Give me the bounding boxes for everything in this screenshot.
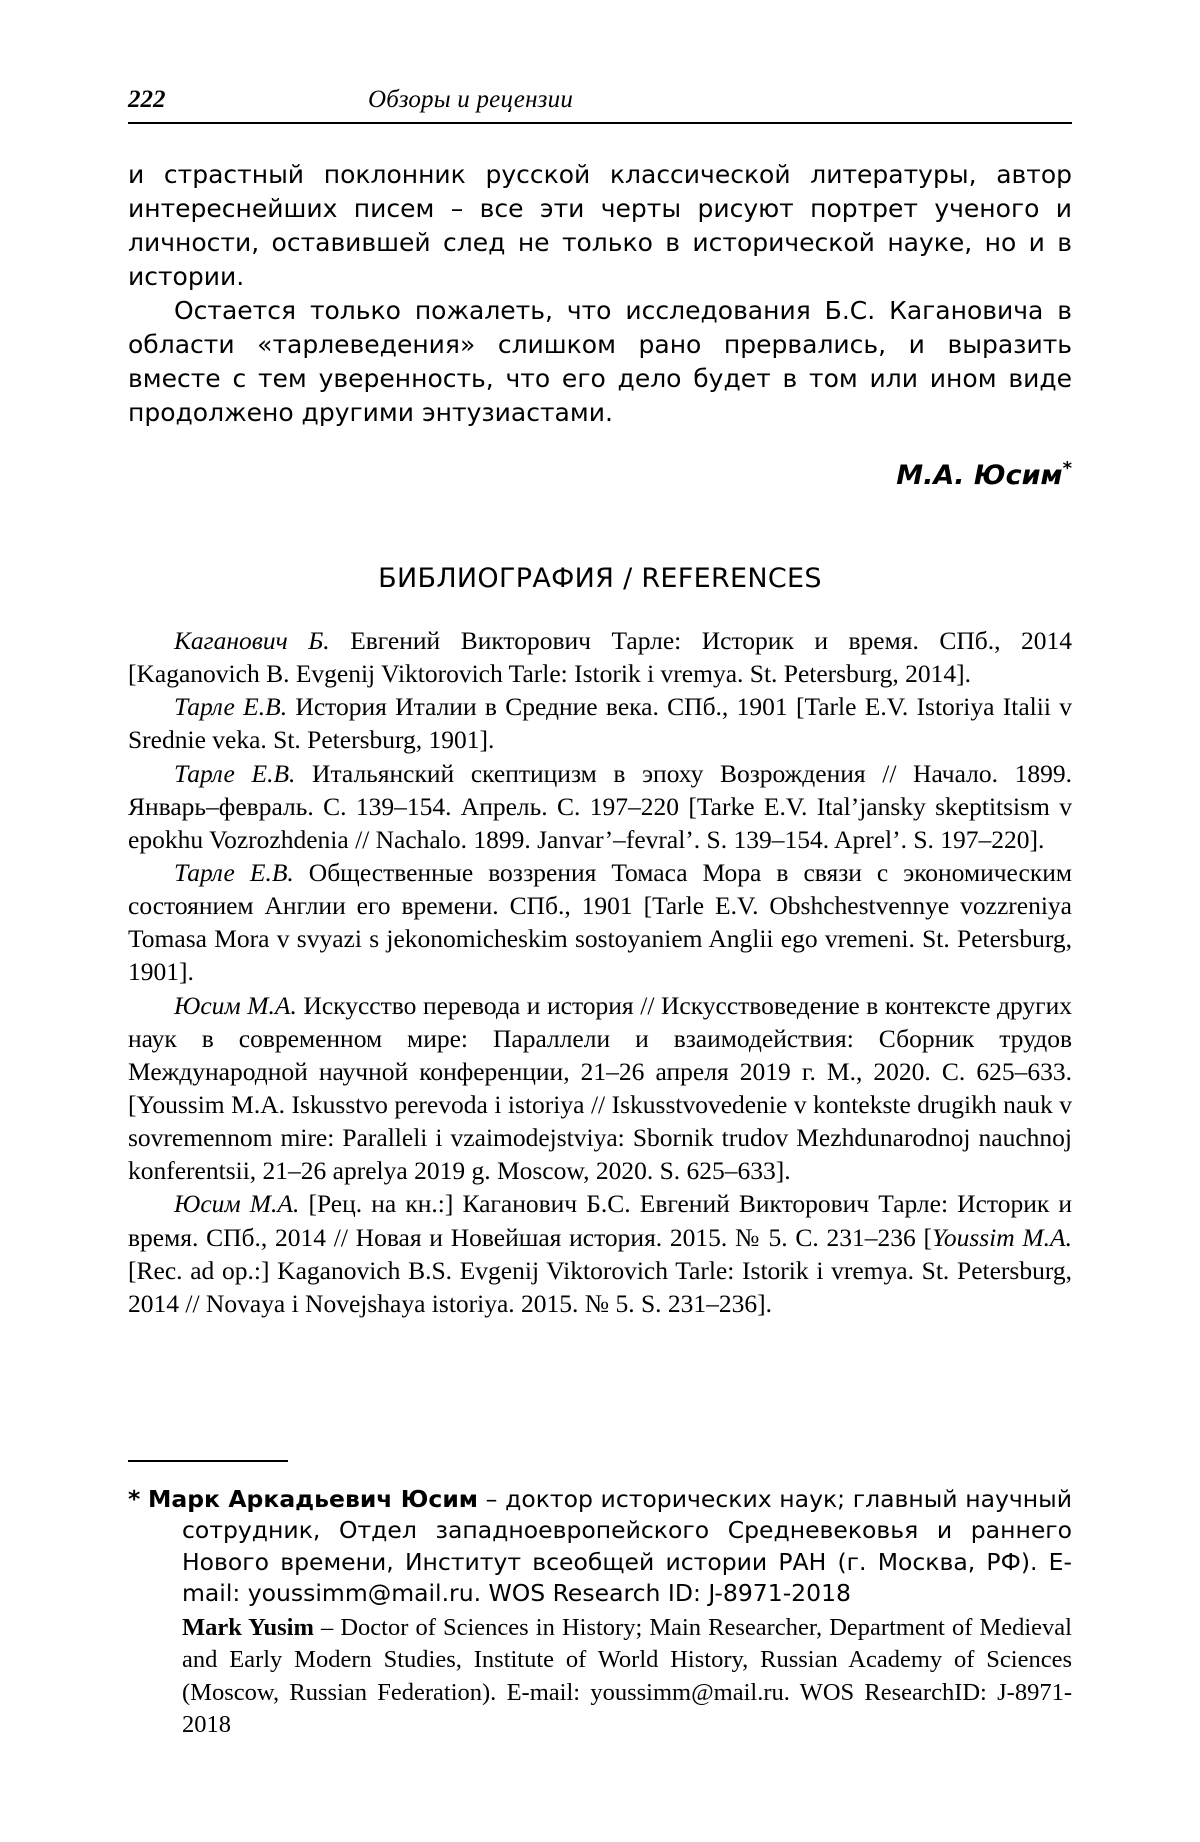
reference-author: Каганович Б. [174,626,330,655]
reference-item [128,856,1072,989]
running-head-title: Обзоры и рецензии [368,86,574,113]
footnote-reference-marker: * [1062,458,1072,479]
reference-author: Юсим М.А. [174,1189,300,1219]
author-signature [128,458,1072,491]
footnote-english [128,1612,1072,1741]
body-paragraph-1: и страстный поклонник русской классической литературы, автор интереснейших писем – все эти черты рисуют портрет ученого и личности, оставившей след не только в исторической науке, но и в истории. [128,160,1072,291]
footnote-text-en: – Doctor of Sciences in History; Main Researcher, Department of Medieval and Early Modern Studies, Institute of World History, Russian Academy of Sciences (Moscow, Russian Federation). E-mail: youssimm@mail.ru. WOS ResearchID: J-8971-2018 [182,1613,1072,1738]
reference-text: Евгений Викторович Тарле: Историк и время. СПб., 2014 [Kaganovich B. Evgenij Viktorovich Tarle: Istorik i vremya. St. Petersburg, 2014]. [128,626,1072,689]
reference-text: Итальянский скептицизм в эпоху Возрождения // Начало. 1899. Январь–февраль. С. 139–154. Апрель. С. 197–220 [Tarke E.V. Ital’jansky skeptitsism v epokhu Vozrozhdenia // Nachalo. 1899. Janvar’–fevral’. S. 139–154. Aprel’. S. 197–220]. [128,758,1072,854]
reference-author-transliterated: Youssim M.A. [931,1222,1072,1252]
bibliography-heading: БИБЛИОГРАФИЯ / REFERENCES [378,563,822,594]
reference-text: Искусство перевода и история // Искусствоведение в контексте других наук в современном мире: Параллели и взаимодействия: Сборник трудов Международной научной конференции, 21–26 апреля 2019 г. М., 2020. С. 625–633. [Youssim M.A. Iskusstvo perevoda i istoriya // Iskusstvovedenie v kontekste drugikh nauk v sovremennom mire: Paralleli i vzaimodejstviya: Sbornik trudov Mezhdunarodnoj nauchnoj konferentsii, 21–26 aprelya 2019 g. Moscow, 2020. S. 625–633]. [128,990,1073,1186]
footnote-russian [128,1484,1072,1610]
page-number: 222 [128,86,166,113]
footnote-text-ru: – доктор исторических наук; главный научный сотрудник, Отдел западноевропейского Средневековья и раннего Нового времени, Институт всеобщей истории РАН (г. Москва, РФ). E-mail: youssimm@mail.ru. WOS Research ID: J-8971-2018 [182,1485,1072,1608]
reference-text: [Рец. на кн.:] Каганович Б.С. Евгений Викторович Тарле: Историк и время. СПб., 2014 // Новая и Новейшая история. 2015. № 5. С. 231–236 [ [128,1189,1072,1252]
footnote-marker: * [128,1485,141,1513]
reference-item [128,624,1072,690]
reference-text-transliterated: [Rec. ad op.:] Kaganovich B.S. Evgenij Viktorovich Tarle: Istorik i vremya. St. Petersburg, 2014 // Novaya i Novejshaya istoriya. 2015. № 5. S. 231–236]. [128,1255,1072,1318]
reference-text: Общественные воззрения Томаса Мора в связи с экономическим состоянием Англии его времени. СПб., 1901 [Tarle E.V. Obshchestvennye vozzreniya Tomasa Mora v svyazi s jekonomicheskim sostoyaniem Anglii ego vremeni. St. Petersburg, 1901]. [128,857,1072,987]
author-signature-name: М.А. Юсим [896,460,1063,491]
reference-text: История Италии в Средние века. СПб., 1901 [Tarle E.V. Istoriya Italii v Srednie veka. St. Petersburg, 1901]. [128,692,1073,755]
reference-author: Юсим М.А. [174,990,297,1020]
reference-author: Тарле Е.В. [174,758,296,788]
reference-author: Тарле Е.В. [174,857,294,887]
reference-item [128,757,1072,856]
body-paragraph-2: Остается только пожалеть, что исследования Б.С. Кагановича в области «тарлеведения» слишком рано прервались, и выразить вместе с тем уверенность, что его дело будет в том или ином виде продолжено другими энтузиастами. [128,296,1072,427]
running-head [128,86,1072,120]
footnote-block [128,1460,1072,1741]
reference-item [128,989,1072,1188]
header-rule [128,122,1072,124]
footnote-author-name-ru: Марк Аркадьевич Юсим [147,1485,478,1513]
reference-author: Тарле Е.В. [174,692,288,722]
reference-item [128,1187,1072,1320]
reference-item [128,690,1072,756]
footnote-author-name-en: Mark Yusim [182,1613,314,1641]
footnote-rule [128,1460,288,1462]
page-content [128,86,1072,1320]
